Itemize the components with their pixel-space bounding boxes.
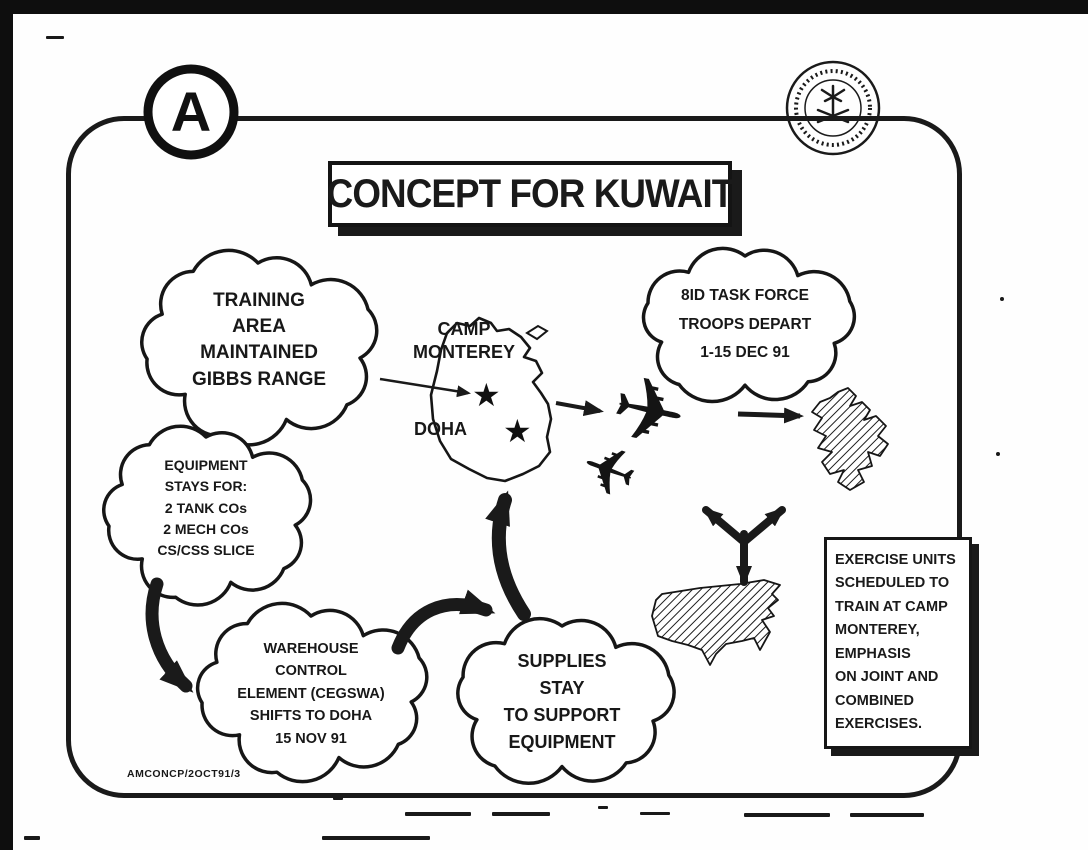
saudi-seal xyxy=(787,62,879,154)
cloud-warehouse-text: WAREHOUSE CONTROL ELEMENT (CEGSWA) SHIFTS TO DOHA 15 NOV 91 xyxy=(237,641,385,747)
exercise-note-text: EXERCISE UNITS SCHEDULED TO TRAIN AT CAMP MONTEREY, EMPHASIS ON JOINT AND COMBINED EXERCISES. xyxy=(835,552,956,733)
arrow-plane-to-europe xyxy=(738,414,800,416)
slide-title: CONCEPT FOR KUWAIT xyxy=(326,171,734,216)
doha-label: DOHA xyxy=(414,419,467,439)
three-way-arrow xyxy=(706,510,782,582)
cloud-training-text: TRAINING AREA MAINTAINED GIBBS RANGE xyxy=(191,290,327,390)
camp-monterey-label: CAMP MONTEREY xyxy=(412,319,515,362)
airplane-icon-small: ✈ xyxy=(571,424,649,514)
airplane-icon: ✈ xyxy=(602,355,696,468)
doha-star-icon: ★ xyxy=(503,413,532,449)
footer-code: AMCONCP/2OCT91/3 xyxy=(127,768,241,780)
kuwait-island xyxy=(527,326,547,339)
third-army-logo-letter: A xyxy=(170,80,212,143)
arrow-supplies-to-map xyxy=(499,500,524,614)
cloud-task-force-text: 8ID TASK FORCE TROOPS DEPART 1-15 DEC 91 xyxy=(678,287,812,362)
cloud-supplies-text: SUPPLIES STAY TO SUPPORT EQUIPMENT xyxy=(503,651,621,752)
palm-tree-icon xyxy=(822,86,844,116)
title-box xyxy=(328,161,732,227)
arrow-map-to-plane xyxy=(556,403,600,411)
europe-map xyxy=(812,388,888,490)
exercise-note-box xyxy=(824,537,972,749)
cloud-equipment-text: EQUIPMENT STAYS FOR: 2 TANK COs 2 MECH COs CS/CSS SLICE xyxy=(157,457,255,559)
usa-map xyxy=(652,580,780,665)
camp-monterey-star-icon: ★ xyxy=(472,377,501,413)
